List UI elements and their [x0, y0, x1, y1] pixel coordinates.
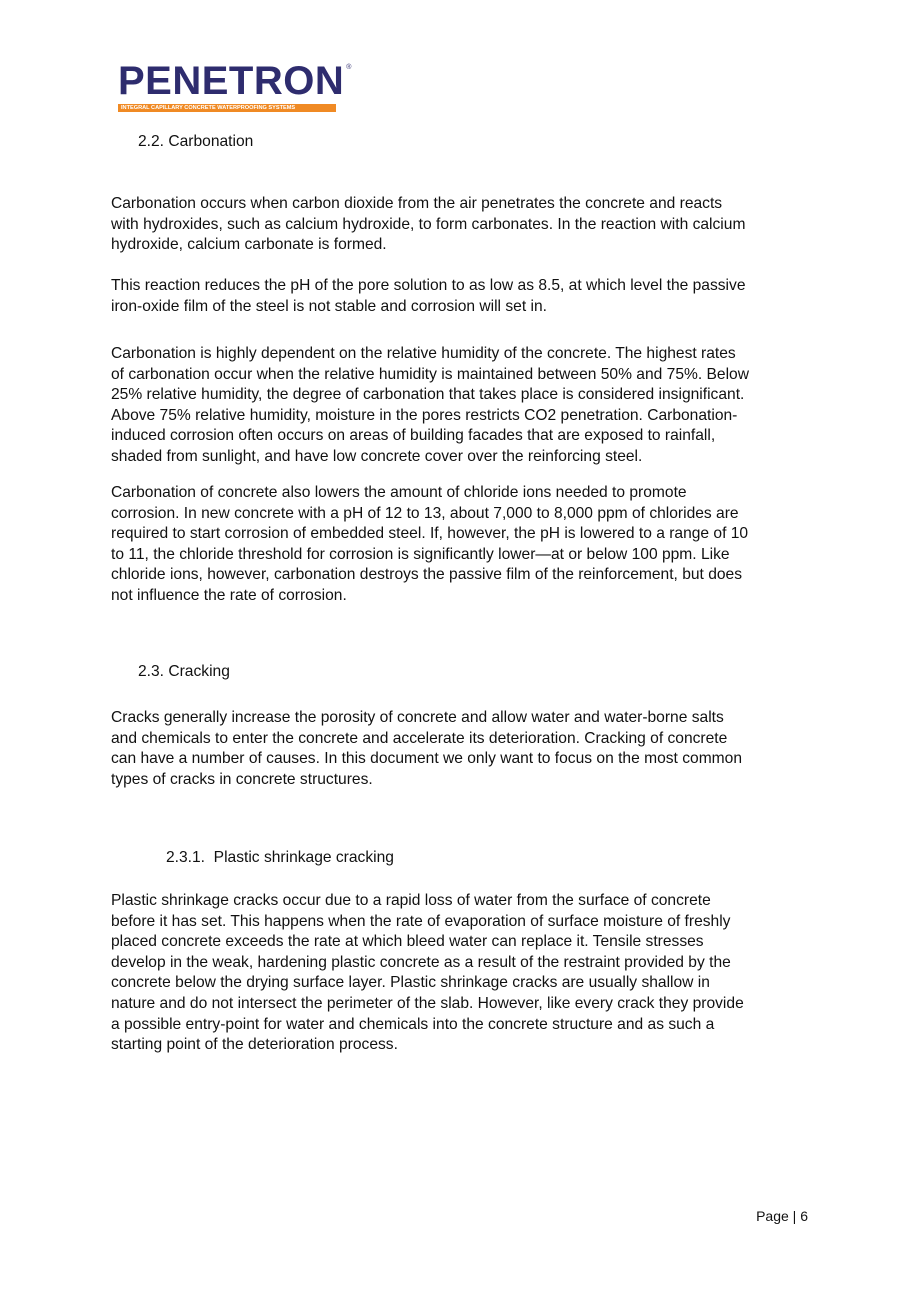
text-line: This reaction reduces the pH of the pore solution to as low as 8.5, at which level the passive — [111, 277, 746, 294]
paragraph-ph-reduction — [111, 276, 746, 317]
text-line: a possible entry-point for water and chemicals into the concrete structure and as such a — [111, 1015, 715, 1033]
text-line: 25% relative humidity, the degree of carbonation that takes place is considered insignificant. — [111, 386, 745, 404]
heading-carbonation: 2.2. Carbonation — [138, 133, 254, 150]
text-line: hydroxide, calcium carbonate is formed. — [111, 236, 387, 254]
heading-plastic-shrinkage: 2.3.1. Plastic shrinkage cracking — [166, 849, 394, 866]
text-line: and chemicals to enter the concrete and accelerate its deterioration. Cracking of concrete — [111, 729, 728, 747]
logo-wordmark-row — [118, 59, 352, 103]
text-line: induced corrosion often occurs on areas of building facades that are exposed to rainfall, — [111, 427, 716, 445]
penetron-logo — [118, 59, 352, 112]
paragraph-carbonation-intro — [111, 194, 745, 256]
text-line: nature and do not intersect the perimeter of the slab. However, like every crack they provide — [111, 994, 744, 1012]
text-line: placed concrete exceeds the rate at which bleed water can replace it. Tensile stresses — [111, 933, 704, 951]
text-line: develop in the weak, hardening plastic concrete as a result of the restraint provided by the — [111, 953, 731, 971]
text-line: types of cracks in concrete structures. — [111, 770, 373, 788]
text-line: Plastic shrinkage cracks occur due to a rapid loss of water from the surface of concrete — [111, 892, 711, 909]
paragraph-humidity — [111, 344, 749, 468]
text-line: before it has set. This happens when the rate of evaporation of surface moisture of freshly — [111, 912, 731, 930]
text-line: required to start corrosion of embedded steel. If, however, the pH is lowered to a range of 10 — [111, 525, 749, 543]
text-line: corrosion. In new concrete with a pH of 12 to 13, about 7,000 to 8,000 ppm of chlorides are — [111, 504, 739, 522]
text-line: Above 75% relative humidity, moisture in the pores restricts CO2 penetration. Carbonation- — [111, 406, 738, 424]
text-line: chloride ions, however, carbonation destroys the passive film of the reinforcement, but does — [111, 566, 743, 584]
text-line: shaded from sunlight, and have low concrete cover over the reinforcing steel. — [111, 447, 643, 465]
text-line: not influence the rate of corrosion. — [111, 586, 347, 604]
text-line: Carbonation of concrete also lowers the amount of chloride ions needed to promote — [111, 484, 687, 501]
paragraph-cracking-intro — [111, 708, 742, 790]
text-line: iron-oxide film of the steel is not stable and corrosion will set in. — [111, 297, 547, 315]
paragraph-chlorides — [111, 483, 748, 607]
logo-wordmark: PENETRON — [118, 59, 345, 103]
text-line: of carbonation occur when the relative humidity is maintained between 50% and 75%. Below — [111, 365, 749, 383]
text-line: Carbonation is highly dependent on the relative humidity of the concrete. The highest rates — [111, 345, 736, 362]
text-line: can have a number of causes. In this document we only want to focus on the most common — [111, 750, 743, 768]
text-line: starting point of the deterioration process. — [111, 1036, 398, 1054]
text-line: concrete below the drying surface layer. Plastic shrinkage cracks are usually shallow in — [111, 974, 710, 992]
text-line: with hydroxides, such as calcium hydroxide, to form carbonates. In the reaction with calcium — [111, 215, 746, 233]
logo-tagline: INTEGRAL CAPILLARY CONCRETE WATERPROOFING SYSTEMS — [118, 104, 336, 112]
text-line: Cracks generally increase the porosity of concrete and allow water and water-borne salts — [111, 709, 724, 726]
logo-registered-mark: ® — [346, 64, 352, 71]
page-number: Page | 6 — [756, 1208, 808, 1224]
paragraph-plastic-shrinkage — [111, 891, 744, 1056]
heading-cracking: 2.3. Cracking — [138, 663, 230, 680]
text-line: to 11, the chloride threshold for corrosion is significantly lower—at or below 100 ppm. Like — [111, 545, 730, 563]
text-line: Carbonation occurs when carbon dioxide from the air penetrates the concrete and reacts — [111, 195, 723, 212]
